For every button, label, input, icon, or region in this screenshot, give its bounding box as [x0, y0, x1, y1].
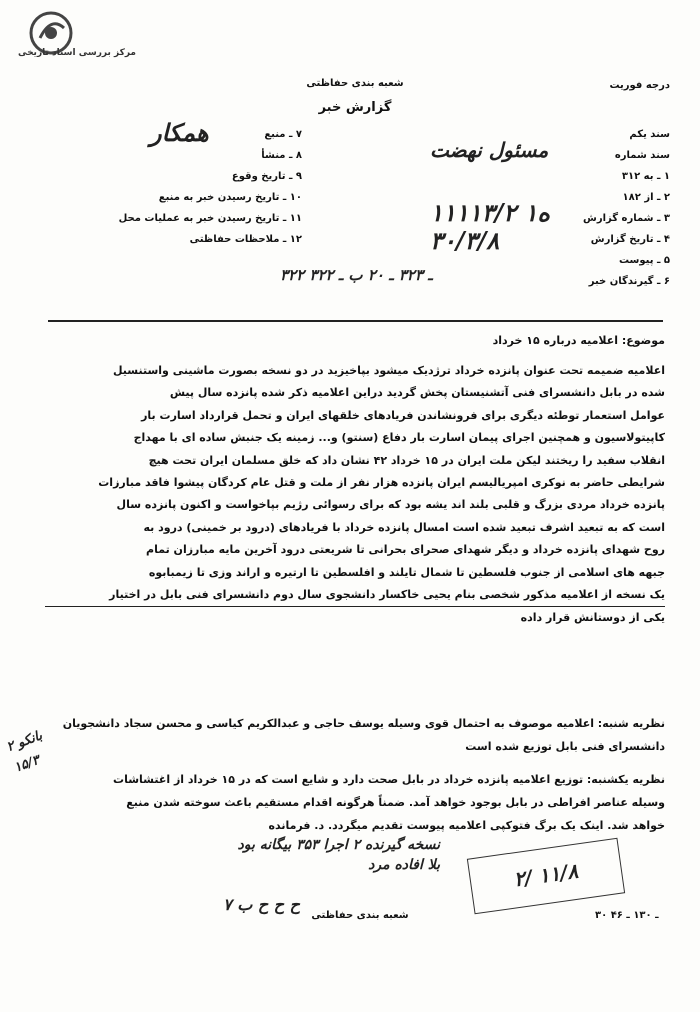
handwritten-report-date: ۳۰/۳/۸ — [430, 226, 500, 255]
signature-stamp: ۲/ ۱۱/۸ — [467, 838, 625, 915]
sunday-assessment — [45, 768, 665, 837]
right-field: ۳ ـ شماره گزارش — [583, 213, 670, 224]
right-field: ۱ ـ به ۳۱۲ — [621, 171, 670, 182]
right-field: ۵ ـ پیوست — [618, 255, 670, 266]
department-footer: شعبه بندی حفاظتی — [311, 910, 409, 921]
body-line: روح شهدای پانزده خرداد و دیگر شهدای صحرای بحرانی تا شریعتی درود آخرین مایه مبارزان تمام — [146, 543, 665, 557]
logo-caption: مرکز بررسی اسناد تاریخی — [17, 48, 137, 58]
divider — [48, 320, 663, 322]
body-line: شده در بابل دانشسرای فنی آتشنیستان پخش گردید دراین اعلامیه ذکر شده پانزده سال پیش — [169, 386, 665, 400]
body-line: جبهه های اسلامی از جنوب فلسطین تا شمال تایلند و افلسطین تا ارتیره و اراند وزی تا زیمبابوه — [148, 565, 665, 579]
note-line: خواهد شد. اینک یک برگ فتوکپی اعلامیه پیوست تقدیم میگردد. د. فرمانده — [268, 819, 665, 832]
department-header: شعبه بندی حفاظتی — [306, 78, 404, 89]
left-field: ۱۱ ـ تاریخ رسیدن خبر به عملیات محل — [118, 213, 302, 224]
handwritten-line: نسخه گیرنده ۲ اجرا ۳۵۳ بیگانه بود — [237, 837, 440, 853]
left-field: ۷ ـ منبع — [264, 129, 302, 140]
body-line: عوامل استعمار توطئه دیگری برای فرونشاندن فریادهای خلقهای ایران و تحمل قرارداد اسارت بار — [141, 408, 665, 422]
note-line: وسیله عناصر افراطی در بابل بوجود خواهد آمد. ضمناً هرگونه اقدام مستقیم باعث سوخته شدن منبع — [126, 796, 665, 809]
note-line: نظریه یکشنبه: توزیع اعلامیه پانزده خرداد در بابل صحت دارد و شایع است که در ۱۵ خرداد از اغتشاشات — [113, 773, 665, 786]
right-field: سند شماره — [614, 150, 670, 161]
body-line: اعلامیه ضمیمه تحت عنوان پانزده خرداد ترژدیک میشود بپاخیزید در دو نسخه بصورت ماشینی واستنسیل — [112, 364, 665, 377]
classification-label: درجه فوریت — [609, 80, 670, 91]
left-field: ۱۲ ـ ملاحظات حفاظتی — [189, 234, 302, 245]
handwritten-recipients: ۳۲۲ ـ ۳۲۳ ـ ۲۰ ب ـ ۳۲۲ — [280, 266, 433, 284]
right-field: سند یکم — [629, 129, 670, 140]
margin-handwritten-note: بانکو ۲ ۱۵/۳ — [4, 728, 45, 776]
body-line: انقلاب سفید را ریختند لیکن ملت ایران در ۱۵ خرداد ۴۲ نشان داد که خلق مسلمان ایران تحت هیچ — [148, 453, 665, 467]
handwritten-report-number: ۱۱۱۱۳/۲ ه۱ — [430, 198, 550, 227]
handwritten-source: همکار — [150, 118, 209, 147]
left-field: ۹ ـ تاریخ وقوع — [231, 171, 302, 182]
body-line: یک نسخه از اعلامیه مذکور شخصی بنام یحیی خاکسار دانشجوی سال دوم دانشسرای فنی بابل در اختیار — [45, 584, 665, 607]
body-line: کاپیتولاسیون و همچنین اجرای پیمان اسارت بار دفاع (سنتو) و... زمینه یک جنبش ساده ای با مهداج — [133, 431, 665, 445]
body-line: پانزده خرداد مردی بزرگ و قلبی بلند اند یشه بود که برای رسوائی رژیم بپاخواست و اکنون پانزده سال — [116, 498, 665, 512]
handwritten-line: بلا افاده مرد — [368, 857, 440, 873]
note-line: نظریه شنبه: اعلامیه موصوف به احتمال قوی وسیله یوسف حاجی و عبدالکریم کیاسی و محسن سجاد دانشجویان — [62, 717, 665, 730]
body-line: یکی از دوستانش قرار داده — [520, 611, 665, 625]
left-field: ۸ ـ منشأ — [261, 150, 302, 161]
body-line: شرایطی حاضر به نوکری امپریالیسم ایران پانزده هزار نفر از ملت و قتل عام کردگان پیشوا فاقد مبارزات — [98, 476, 665, 490]
report-title: گزارش خبر — [318, 100, 392, 115]
body-line: است که به تبعید اشرف تبعید شده است امسال پانزده خرداد با فریادهای (درود بر خمینی) درود به — [143, 520, 665, 534]
right-field: ۴ ـ تاریخ گزارش — [590, 234, 670, 245]
subject-line: موضوع: اعلامیه درباره ۱۵ خرداد — [492, 334, 665, 347]
handwritten-subject: مسئول نهضت — [430, 138, 549, 162]
handwritten-initials: ح ح ح ب ۷ — [223, 895, 300, 914]
report-body — [45, 360, 665, 630]
handwritten-annotations — [80, 835, 440, 875]
document-code: ۳۰ ـ ۱۳۰ ـ ۴۶ — [595, 910, 659, 921]
right-field: ۲ ـ از ۱۸۲ — [622, 192, 670, 203]
saturday-assessment — [45, 712, 665, 758]
right-field: ۶ ـ گیرندگان خبر — [588, 276, 670, 287]
note-line: دانشسرای فنی بابل توزیع شده است — [465, 740, 665, 753]
left-field: ۱۰ ـ تاریخ رسیدن خبر به منبع — [158, 192, 302, 203]
